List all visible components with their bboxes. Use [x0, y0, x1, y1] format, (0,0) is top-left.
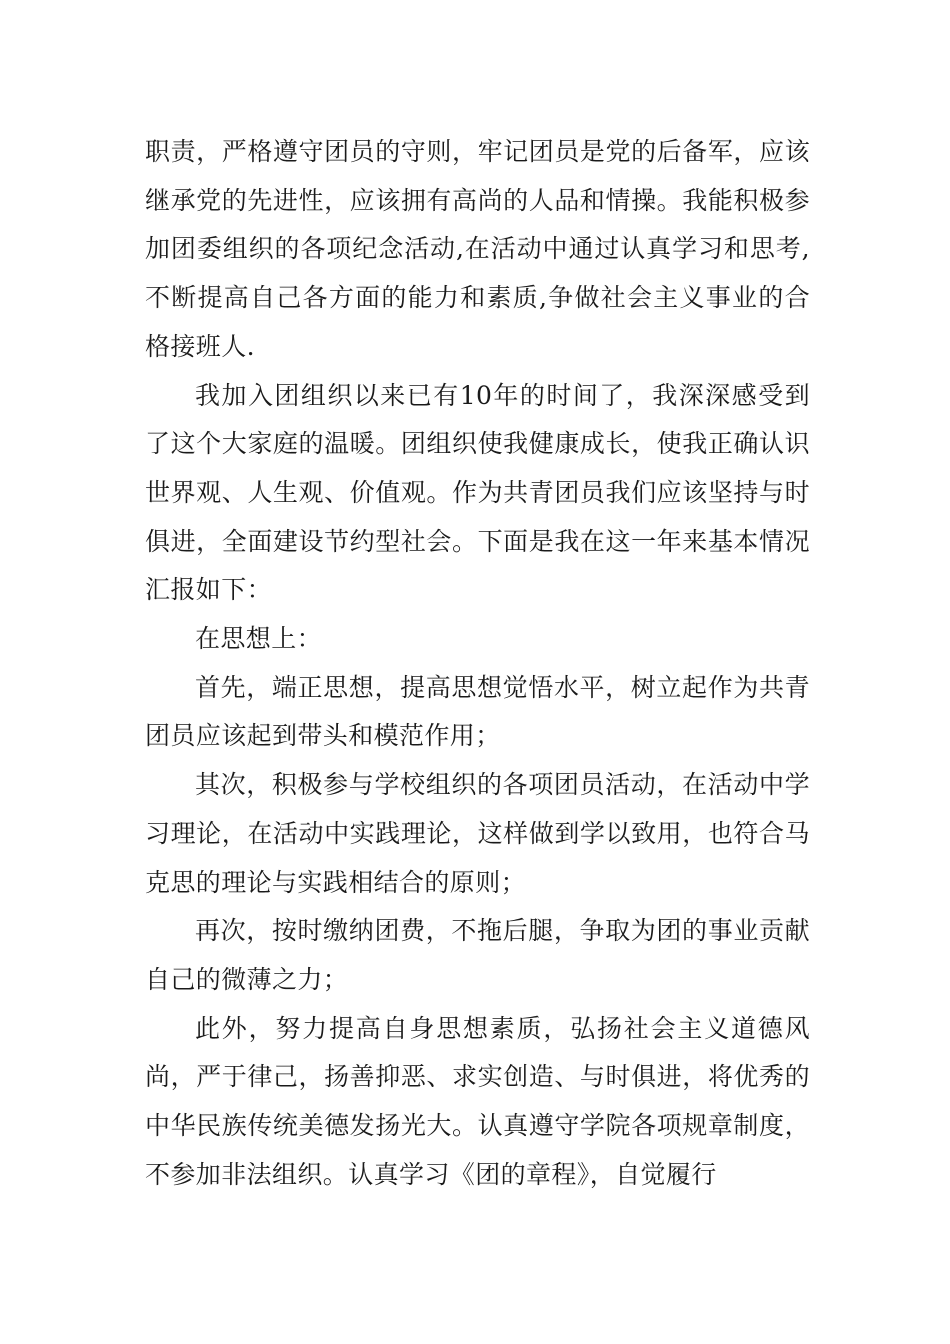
- paragraph-1: 职责，严格遵守团员的守则，牢记团员是党的后备军，应该继承党的先进性，应该拥有高尚的人品和情操。我能积极参加团委组织的各项纪念活动,在活动中通过认真学习和思考,不断提高自己各方面的能力和素质,争做社会主义事业的合格接班人.: [145, 137, 810, 361]
- paragraph-2: 我加入团组织以来已有10年的时间了，我深深感受到了这个大家庭的温暖。团组织使我健康成长，使我正确认识世界观、人生观、价值观。作为共青团员我们应该坚持与时俱进，全面建设节约型社会。下面是我在这一年来基本情况汇报如下：: [145, 380, 810, 605]
- paragraph-5: 其次，积极参与学校组织的各项团员活动，在活动中学习理论，在活动中实践理论，这样做到学以致用，也符合马克思的理论与实践相结合的原则；: [145, 770, 810, 897]
- paragraph-3: 在思想上：: [195, 624, 323, 654]
- document-body: [145, 128, 810, 1199]
- paragraph-6: 再次，按时缴纳团费，不拖后腿，争取为团的事业贡献自己的微薄之力；: [145, 916, 810, 994]
- paragraph-4: 首先，端正思想，提高思想觉悟水平，树立起作为共青团员应该起到带头和模范作用；: [145, 672, 810, 751]
- paragraph-7: 此外，努力提高自身思想素质，弘扬社会主义道德风尚，严于律己，扬善抑恶、求实创造、与时俱进，将优秀的中华民族传统美德发扬光大。认真遵守学院各项规章制度，不参加非法组织。认真学习《团的章程》，自觉履行: [145, 1013, 810, 1189]
